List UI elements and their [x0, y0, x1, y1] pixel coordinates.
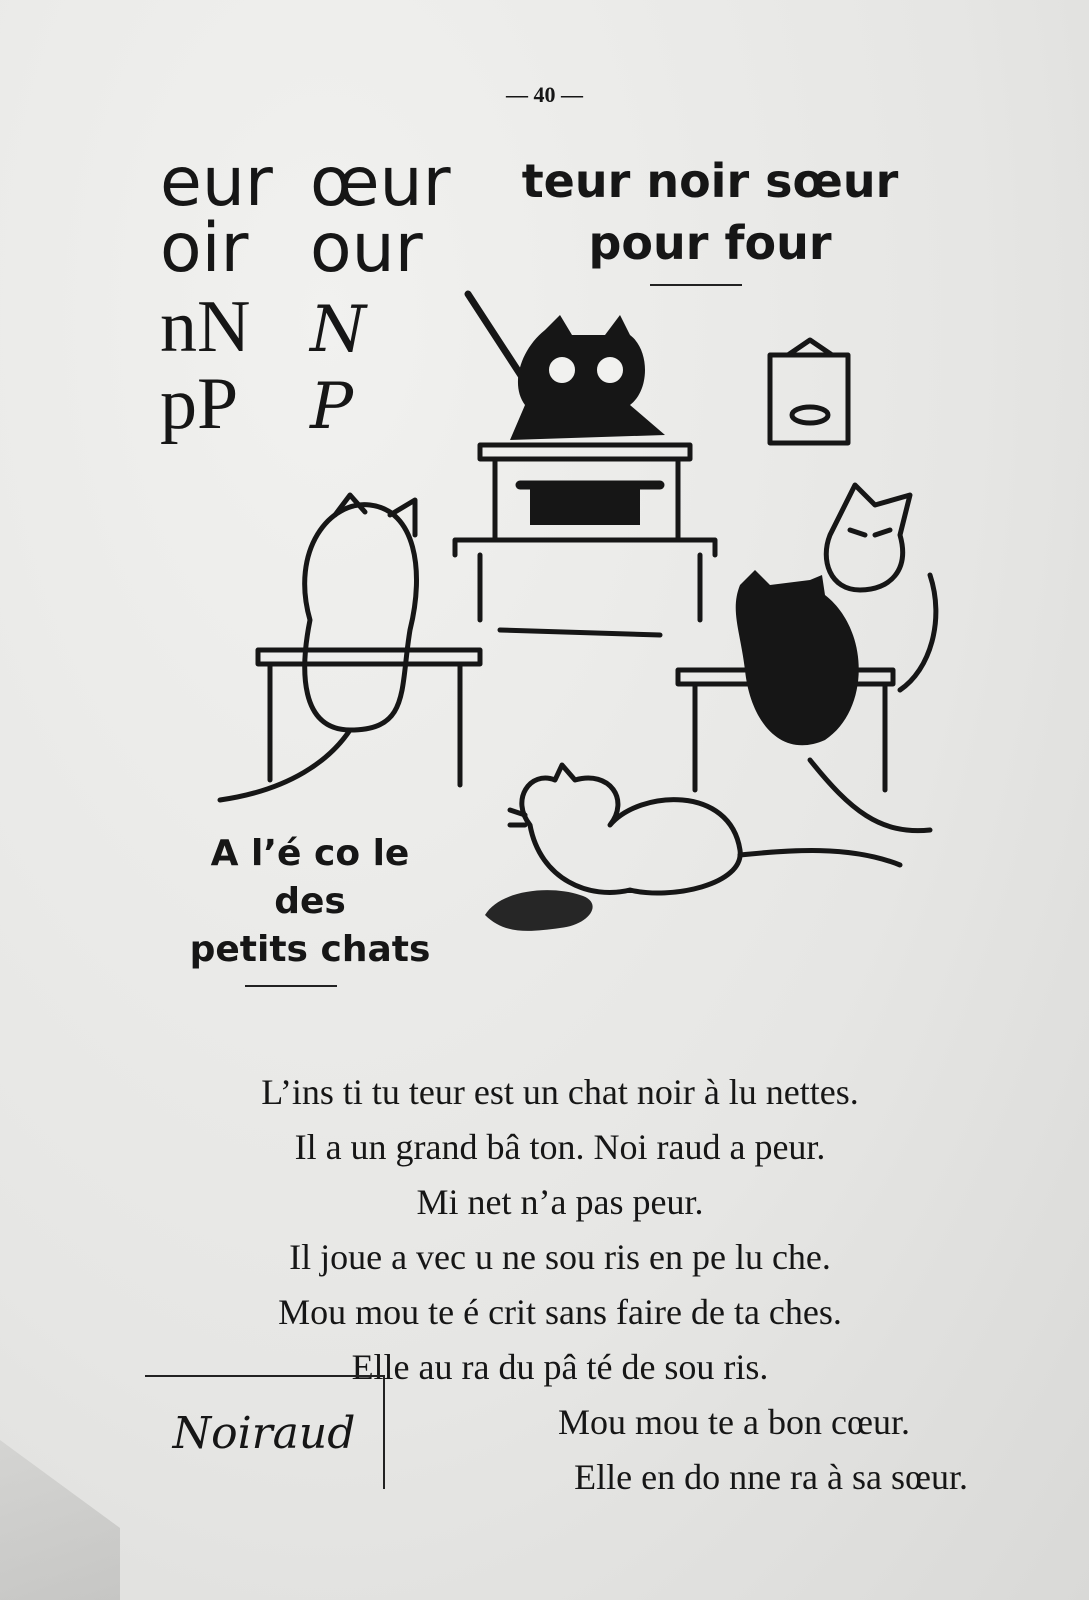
- syllable: our: [310, 209, 423, 288]
- text-line: Mi net n’a pas peur.: [416, 1182, 704, 1222]
- script-letter: N: [310, 293, 366, 367]
- page-number: — 40 —: [506, 82, 583, 107]
- mouse-toy-icon: [485, 890, 593, 931]
- text-line: Il joue a vec u ne sou ris en pe lu che.: [289, 1237, 831, 1277]
- text-line: Mou mou te é crit sans faire de ta ches.: [278, 1292, 842, 1332]
- caption-line: petits chats: [189, 929, 431, 970]
- text-line: Il a un grand bâ ton. Noi raud a peur.: [294, 1127, 826, 1167]
- word-line: pour four: [588, 216, 832, 270]
- text-line: L’ins ti tu teur est un chat noir à lu nettes.: [261, 1072, 859, 1112]
- word-divider: [650, 284, 742, 286]
- text-line: Elle au ra du pâ té de sou ris.: [351, 1347, 769, 1387]
- caption-line: A l’é co le: [210, 833, 410, 874]
- black-teacher-cat-icon: [510, 315, 665, 525]
- illustration-caption: [160, 830, 460, 974]
- syllable: oir: [160, 209, 249, 288]
- mouse-picture-icon: [770, 355, 848, 443]
- word-line: teur noir sœur: [521, 154, 899, 208]
- syllable-grid: [160, 143, 451, 288]
- print-letters: nN: [160, 286, 251, 368]
- word-list: [520, 150, 900, 274]
- white-cat-back-icon: [305, 505, 417, 730]
- folded-corner: [0, 1440, 120, 1600]
- syllable: œur: [310, 143, 451, 222]
- sleeping-cat-icon: [510, 765, 900, 893]
- caption-line: des: [274, 881, 346, 922]
- signature-box: [145, 1375, 385, 1489]
- white-cat-icon: [826, 485, 910, 590]
- podium-icon: [455, 540, 715, 555]
- print-letters: pP: [160, 363, 239, 445]
- syllable-row: [160, 209, 451, 288]
- text-line: Mou mou te a bon cœur.: [558, 1402, 910, 1442]
- teacher-desk-icon: [480, 445, 690, 459]
- black-cat-back-icon: [736, 570, 859, 745]
- syllable-row: [160, 143, 451, 222]
- syllable: eur: [160, 143, 273, 222]
- text-line: Elle en do nne ra à sa sœur.: [574, 1457, 968, 1497]
- student-desk-icon: [258, 650, 480, 664]
- signature-text: Noiraud: [172, 1407, 356, 1459]
- script-letter: P: [310, 370, 354, 444]
- caption-divider: [245, 985, 337, 987]
